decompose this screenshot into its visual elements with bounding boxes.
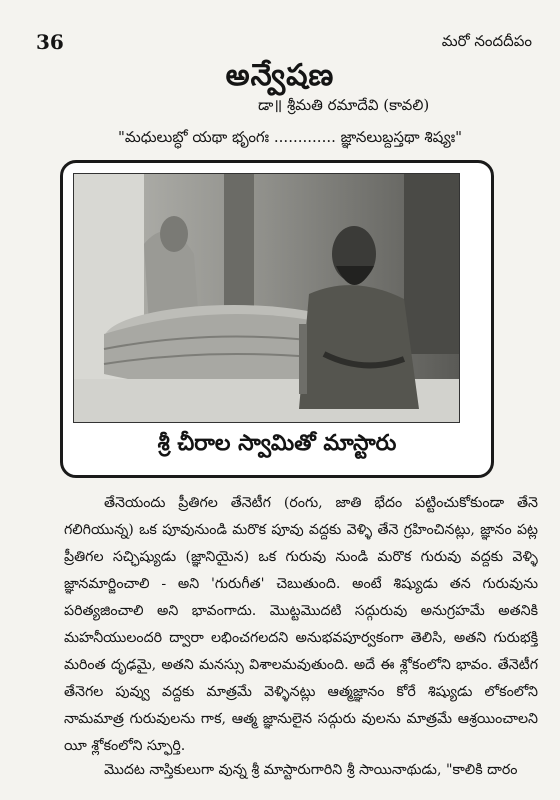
page-number: 36: [36, 30, 64, 54]
article-title: అన్వేషణ: [225, 58, 335, 93]
sloka-quote: "మధులుబ్ధో యథా భృంగః ............. జ్ఞానలుబ్దస్తథా శిష్యః": [117, 128, 463, 146]
page-header: [36, 30, 532, 54]
photograph: [73, 173, 460, 423]
body-continuation: మొదట నాస్తికులుగా వున్న శ్రీ మాస్టారుగారిని శ్రీ సాయినాథుడు, "కాలికి దారం: [104, 762, 518, 778]
photo-caption: శ్రీ చీరాల స్వామితో మాస్టారు: [157, 431, 397, 456]
photograph-illustration: [74, 174, 459, 422]
photo-frame: [60, 160, 494, 478]
body-text: [64, 490, 538, 760]
author-line: డా॥ శ్రీమతి రమాదేవి (కావలి): [258, 96, 430, 114]
body-paragraph: తేనెయందు ప్రీతిగల తేనెటీగ (రంగు, జాతి భేదం పట్టించుకోకుండా తేనె గలిగియున్న) ఒక పూవునుండి మరొక పూవు వద్దకు వెళ్ళి తేనె గ్రహించినట్లు, జ్ఞానం పట్ల ప్రీతిగల సచ్ఛిష్యుడు (జ్ఞానియైన) ఒక గురువు నుండి మరొక గురువు వద్దకు వెళ్ళి జ్ఞానమార్జించాలి - అని 'గురుగీత' చెబుతుంది. అంటే శిష్యుడు తన గురువును పరిత్యజించాలి అని భావంగాదు. మొట్టమొదటి సద్గురువు అనుగ్రహమే అతనికి మహనీయులందరి ద్వారా లభించగలదని అనుభవపూర్వకంగా తెలిసి, అతని గురుభక్తి మరింత దృఢమై, అతని మనస్సు విశాలమవుతుంది. అదే ఈ శ్లోకంలోని భావం. తేనెటీగ తేనెగల పువ్వు వద్దకు మాత్రమే వెళ్ళినట్లు ఆత్మజ్ఞానం కోరే శిష్యుడు లోకంలోని నామమాత్ర గురువులను గాక, ఆత్మ జ్ఞానులైన సద్గురు వులను మాత్రమే ఆశ్రయించాలని యీ శ్లోకంలోని స్ఫూర్తి.: [64, 495, 538, 754]
running-title: మరో నందదీపం: [441, 32, 532, 50]
